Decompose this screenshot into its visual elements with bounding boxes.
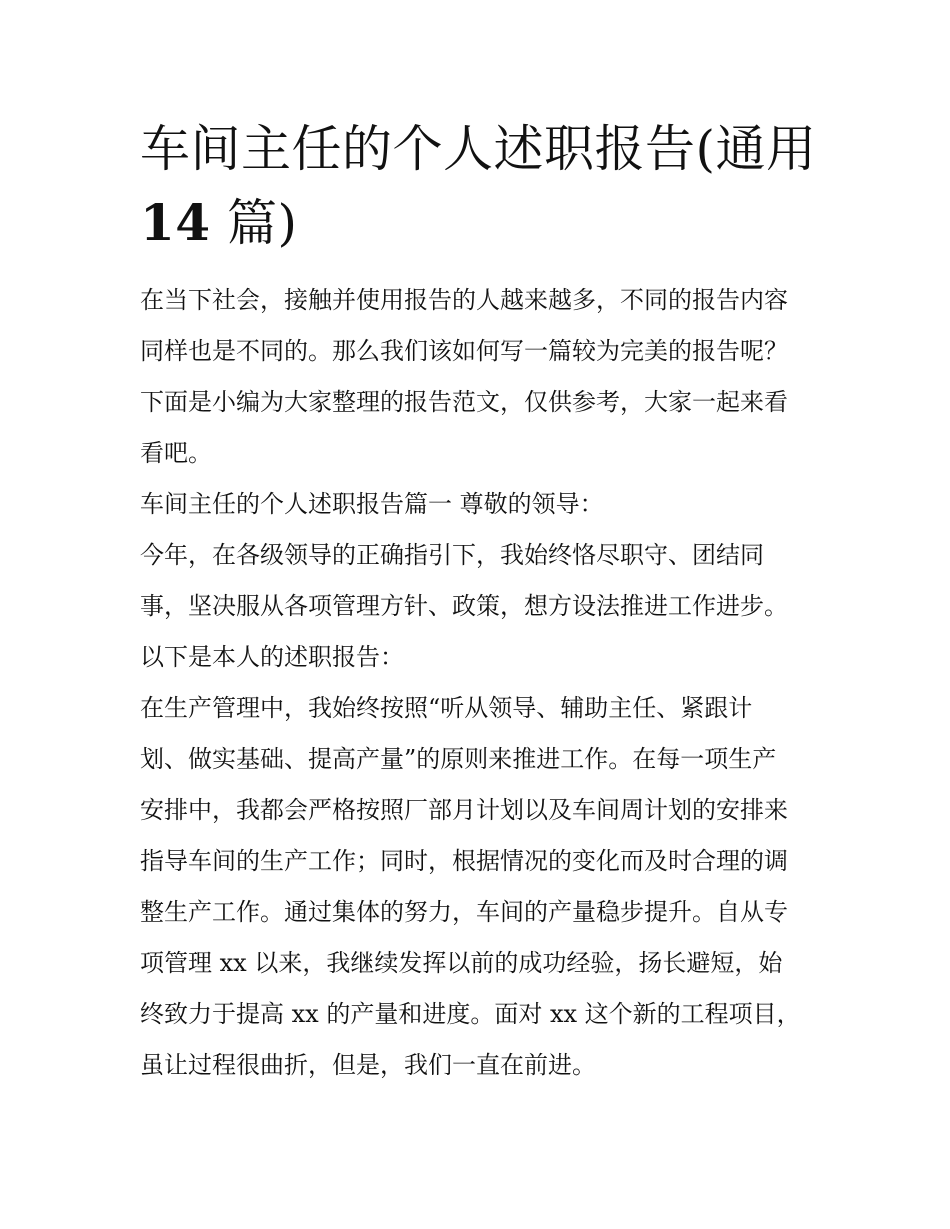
text-line: 在当下社会，接触并使用报告的人越来越多，不同的报告内容 [140,286,788,314]
section-heading-line: 车间主任的个人述职报告篇一 尊敬的领导： [140,490,604,518]
document-title [140,112,830,260]
text-line: 事，坚决服从各项管理方针、政策，想方设法推进工作进步。 [140,592,788,620]
title-line-1: 车间主任的个人述职报告(通用 [140,120,817,178]
text-line: 项管理 xx 以来，我继续发挥以前的成功经验，扬长避短，始 [140,949,783,977]
text-line: 划、做实基础、提高产量”的原则来推进工作。在每一项生产 [140,745,777,773]
text-line: 终致力于提高 xx 的产量和进度。面对 xx 这个新的工程项目， [140,1000,801,1028]
text-line: 安排中，我都会严格按照厂部月计划以及车间周计划的安排来 [140,796,788,824]
text-line: 今年，在各级领导的正确指引下，我始终恪尽职守、团结同 [140,541,764,569]
title-line-2: 篇) [210,194,298,252]
text-line: 看吧。 [140,439,212,467]
document-body [140,275,820,1091]
text-line: 同样也是不同的。那么我们该如何写一篇较为完美的报告呢？ [140,337,788,365]
text-line: 虽让过程很曲折，但是，我们一直在前进。 [140,1051,596,1079]
title-number: 14 [140,193,211,252]
text-line: 整生产工作。通过集体的努力，车间的产量稳步提升。自从专 [140,898,788,926]
text-line: 下面是小编为大家整理的报告范文，仅供参考，大家一起来看 [140,388,788,416]
text-line: 指导车间的生产工作；同时，根据情况的变化而及时合理的调 [140,847,788,875]
text-line: 以下是本人的述职报告： [140,643,404,671]
text-line: 在生产管理中，我始终按照“听从领导、辅助主任、紧跟计 [140,694,753,722]
